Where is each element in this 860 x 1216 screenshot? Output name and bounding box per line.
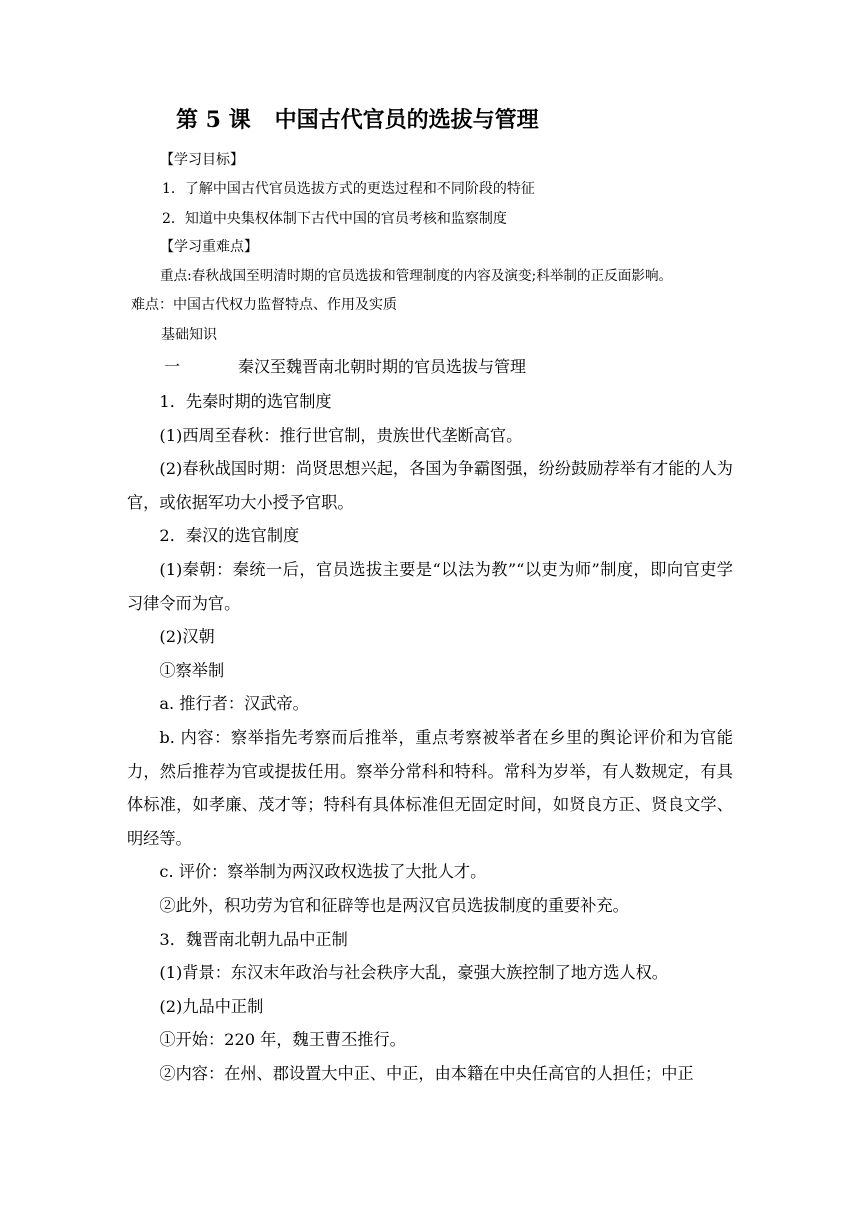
focus-text: 重点:春秋战国至明清时期的官员选拔和管理制度的内容及演变;科举制的正反面影响。 [160,268,673,284]
section-heading [164,356,526,378]
paragraph: (2)九品中正制 [159,996,264,1016]
lesson-number: 第 5 课 [176,107,251,133]
paragraph: ②内容：在州、郡设置大中正、中正，由本籍在中央任高官的人担任；中正 [159,1063,694,1083]
key-points-heading: 【学习重难点】 [160,239,258,255]
lesson-name: 中国古代官员的选拔与管理 [274,107,539,133]
paragraph: 1．先秦时期的选官制度 [159,392,332,411]
paragraph: a. 推行者：汉武帝。 [159,694,309,714]
paragraph: (2)汉朝 [159,627,215,647]
paragraph: (1)秦朝：秦统一后，官员选拔主要是“以法为教”“以吏为师”制度，即向官吏学习律令而为官。 [127,559,733,613]
paragraph: (1)西周至春秋：推行世官制，贵族世代垄断高官。 [159,425,523,445]
paragraph: b. 内容：察举指先考察而后推举，重点考察被举者在乡里的舆论评价和为官能力，然后推荐为官或提拔任用。察举分常科和特科。常科为岁举，有人数规定，有具体标准，如孝廉、茂才等；特科有具体标准但无固定时间，如贤良方正、贤良文学、明经等。 [127,727,733,848]
basics-label: 基础知识 [161,327,217,343]
objective-item: 2．知道中央集权体制下古代中国的官员考核和监察制度 [162,211,507,227]
section-title: 秦汉至魏晋南北朝时期的官员选拔与管理 [238,357,527,376]
paragraph: ①开始：220 年，魏王曹丕推行。 [159,1030,406,1050]
paragraph: (2)春秋战国时期：尚贤思想兴起，各国为争霸图强，纷纷鼓励荐举有才能的人为官，或依据军功大小授予官职。 [127,459,733,512]
paragraph: ①察举制 [159,660,225,680]
objectives-heading: 【学习目标】 [160,152,244,168]
paragraph: (1)背景：东汉末年政治与社会秩序大乱，豪强大族控制了地方选人权。 [159,963,668,983]
paragraph: ②此外，积功劳为官和征辟等也是两汉官员选拔制度的重要补充。 [159,895,629,915]
paragraph: c. 评价：察举制为两汉政权选拔了大批人才。 [159,862,487,882]
paragraph: 2．秦汉的选官制度 [159,526,300,546]
difficulty-text: 难点：中国古代权力监督特点、作用及实质 [131,297,397,313]
paragraph: 3．魏晋南北朝九品中正制 [159,929,348,949]
lesson-title [176,104,539,136]
section-number: 一 [164,357,181,376]
objective-item: 1．了解中国古代官员选拔方式的更迭过程和不同阶段的特征 [162,181,535,197]
body-content [127,385,733,1090]
